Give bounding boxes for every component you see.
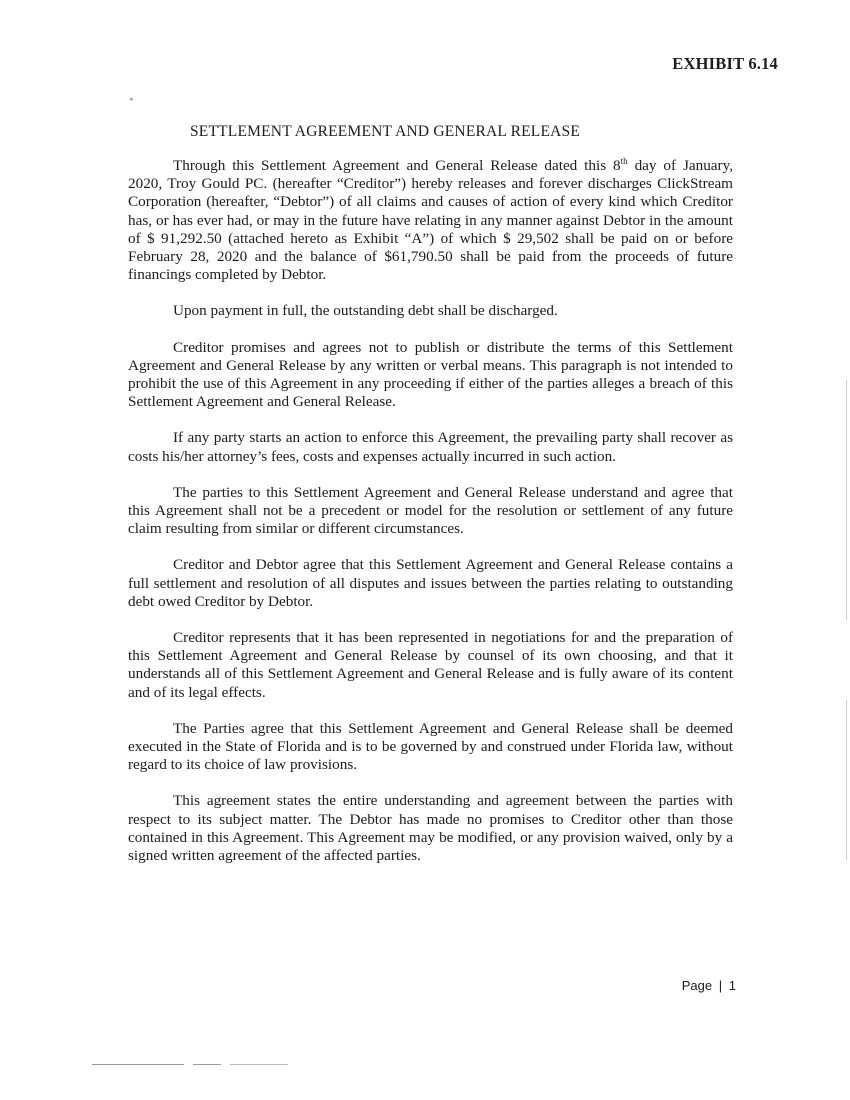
- paragraph-entire-agreement: This agreement states the entire understanding and agreement between the parties with respect to its subject matter. The Debtor has made no promises to Creditor other than those contained in this Agreement. This Agreement may be modified, or any provision waived, only by a signed written agreement of the affected parties.: [128, 792, 733, 865]
- paragraph-confidentiality: Creditor promises and agrees not to publish or distribute the terms of this Settlement Agreement and General Release by any written or verbal means. This paragraph is not intended to prohibit the use of this Agreement in any proceeding if either of the parties alleges a breach of this Settlement Agreement and General Release.: [128, 338, 733, 411]
- page-number: 1: [728, 978, 736, 993]
- page-footer: [682, 978, 736, 993]
- paragraph-representation: Creditor represents that it has been represented in negotiations for and the preparation of this Settlement Agreement and General Release by counsel of its own choosing, and that it understands all of this Settlement Agreement and General Release and is fully aware of its content and of its legal effects.: [128, 629, 733, 701]
- release-terms-text-start: Through this Settlement Agreement and General Release dated this 8: [173, 157, 621, 174]
- paragraph-discharge: Upon payment in full, the outstanding debt shall be discharged.: [173, 302, 558, 320]
- scan-speck: *: [129, 96, 134, 106]
- scan-artifact-line: [92, 1064, 184, 1065]
- paragraph-enforcement: If any party starts an action to enforce this Agreement, the prevailing party shall recover as costs his/her attorney’s fees, costs and expenses actually incurred in such action.: [128, 429, 733, 465]
- document-body: [128, 157, 733, 883]
- paragraph-governing-law: The Parties agree that this Settlement Agreement and General Release shall be deemed executed in the State of Florida and is to be governed by and construed under Florida law, without regard to its choice of law provisions.: [128, 719, 733, 774]
- exhibit-label: EXHIBIT 6.14: [672, 54, 778, 73]
- scan-edge-mark: [846, 700, 847, 860]
- page-word: Page: [681, 978, 713, 993]
- paragraph-release-terms: [128, 157, 733, 284]
- document-title: SETTLEMENT AGREEMENT AND GENERAL RELEASE: [189, 123, 581, 140]
- scan-artifact-line: [193, 1064, 221, 1065]
- scan-artifact-line: [230, 1064, 288, 1065]
- release-terms-text-end: day of January, 2020, Troy Gould PC. (hereafter “Creditor”) hereby releases and forever discharges ClickStream Corporation (hereafter, “Debtor”) of all claims and causes of action of every kind which Creditor has, or has ever had, or may in the future have relating in any manner against Debtor in the amount of $ 91,292.50 (attached hereto as Exhibit “A”) of which $ 29,502 shall be paid on or before February 28, 2020 and the balance of $61,790.50 shall be paid from the proceeds of future financings completed by Debtor.: [128, 157, 733, 284]
- page-separator: |: [718, 978, 723, 993]
- paragraph-full-settlement: Creditor and Debtor agree that this Settlement Agreement and General Release contains a full settlement and resolution of all disputes and issues between the parties relating to outstanding debt owed Creditor by Debtor.: [128, 556, 733, 610]
- scan-edge-mark: [846, 380, 847, 620]
- paragraph-no-precedent: The parties to this Settlement Agreement and General Release understand and agree that this Agreement shall not be a precedent or model for the resolution or settlement of any future claim resulting from similar or different circumstances.: [128, 483, 733, 538]
- ordinal-suffix: th: [620, 156, 628, 166]
